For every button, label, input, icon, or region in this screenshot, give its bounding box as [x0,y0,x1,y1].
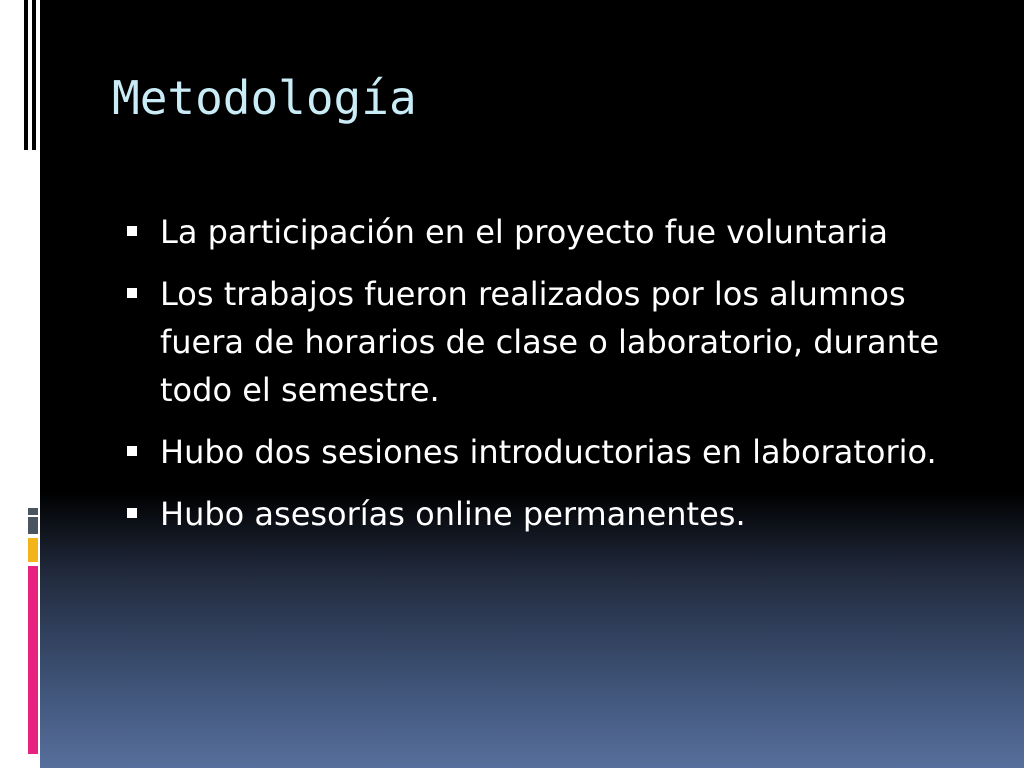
square-bullet-icon [127,226,137,236]
square-bullet-icon [127,288,137,298]
left-rail [0,0,40,768]
rail-accent-block [28,508,38,515]
bullet-item [122,270,972,414]
bullet-list [122,208,972,552]
bullet-text: La participación en el proyecto fue voluntaria [160,213,888,251]
bullet-item [122,208,972,256]
bullet-text: Hubo dos sesiones introductorias en laboratorio. [160,433,937,471]
bullet-item [122,490,972,538]
slide-title: Metodología [112,71,417,125]
rail-accent-line [24,0,28,150]
rail-accent-block [28,538,38,562]
square-bullet-icon [127,446,137,456]
bullet-item [122,428,972,476]
square-bullet-icon [127,508,137,518]
bullet-text: Los trabajos fueron realizados por los alumnos fuera de horarios de clase o laboratorio, durante todo el semestre. [160,275,940,409]
bullet-text: Hubo asesorías online permanentes. [160,495,746,533]
rail-accent-block [28,566,38,754]
rail-accent-block [28,517,38,534]
rail-accent-line [32,0,36,150]
